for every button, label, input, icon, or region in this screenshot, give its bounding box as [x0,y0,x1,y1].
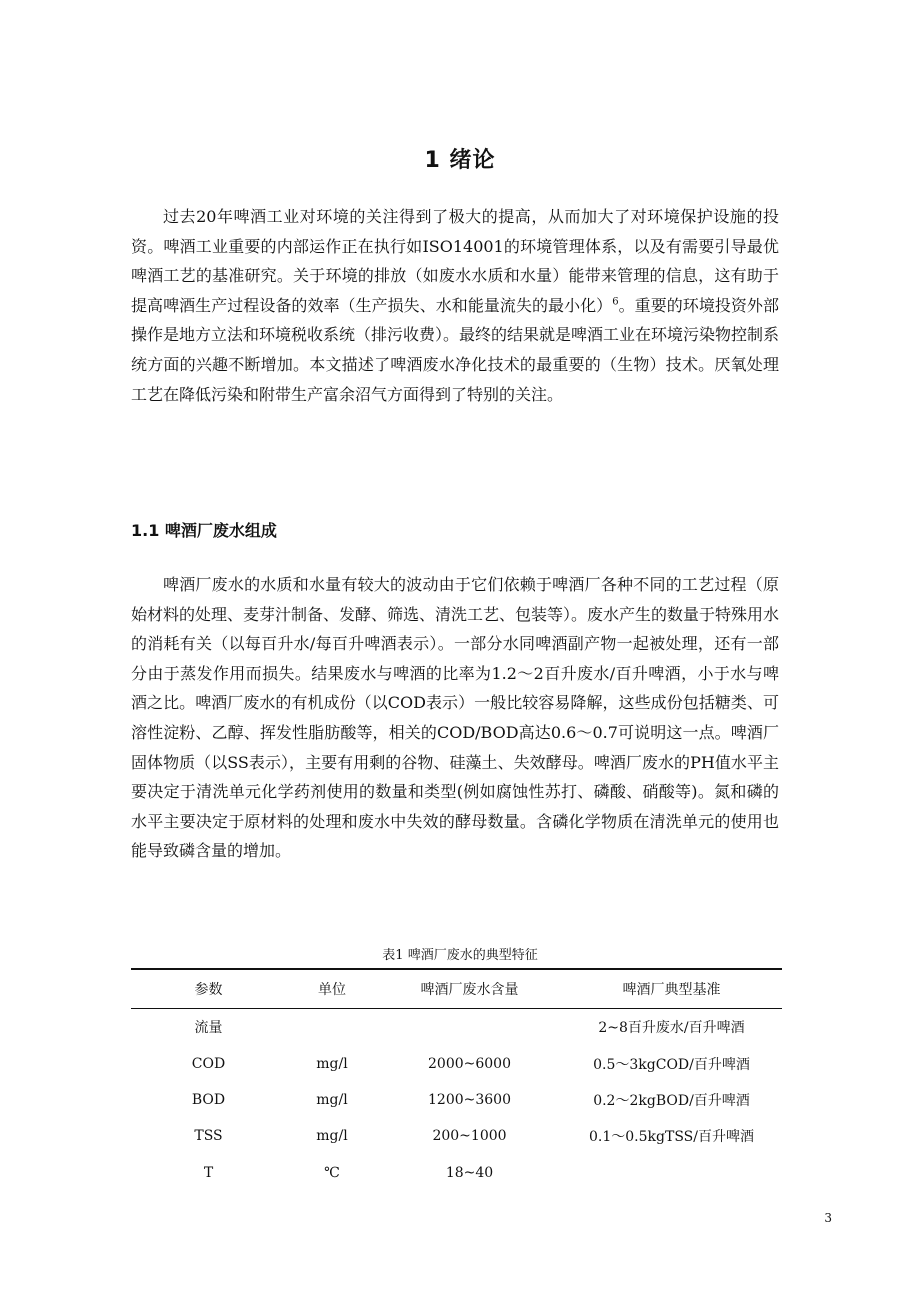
table-header-cell: 参数 [194,982,223,998]
table-cell: 0.1～0.5kgTSS/百升啤酒 [589,1129,754,1146]
table-row [131,1155,782,1191]
characteristics-table [131,968,782,1191]
table-header-cell: 啤酒厂典型基准 [622,982,721,998]
table-row [131,1118,782,1154]
intro-text-continued: 。重要的环境投资外部操作是地方立法和环境税收系统（排污收费）。最终的结果就是啤酒工业在环境污染物控制系统方面的兴趣不断增加。本文描述了啤酒废水净化技术的最重要的（生物）技术。厌氧处理工艺在降低污染和附带生产富余沼气方面得到了特别的关注。 [131,295,780,404]
table-cell: TSS [194,1128,223,1145]
table-cell: 200~1000 [432,1128,507,1145]
reference-superscript: 6 [612,296,619,308]
table-row [131,1082,782,1118]
table-cell: mg/l [316,1055,348,1072]
table-cell: T [203,1164,214,1181]
table-cell [286,1009,378,1046]
table-cell: 1200~3600 [428,1091,511,1108]
intro-paragraph [131,202,779,409]
table-cell: 0.5～3kgCOD/百升啤酒 [593,1056,750,1073]
table-cell: BOD [191,1091,226,1108]
table-row [131,1009,782,1046]
table-cell: 0.2～2kgBOD/百升啤酒 [593,1092,750,1109]
table-cell: mg/l [316,1128,348,1145]
table-caption: 表1 啤酒厂废水的典型特征 [382,948,538,963]
chapter-title: 1 绪论 [424,148,496,173]
section-heading: 1.1 啤酒厂废水组成 [131,521,277,540]
section-paragraph: 啤酒厂废水的水质和水量有较大的波动由于它们依赖于啤酒厂各种不同的工艺过程（原始材料的处理、麦芽汁制备、发酵、筛选、清洗工艺、包装等）。废水产生的数量于特殊用水的消耗有关（以每百升水/每百升啤酒表示）。一部分水同啤酒副产物一起被处理，还有一部分由于蒸发作用而损失。结果废水与啤酒的比率为1.2～2百升废水/百升啤酒，小于水与啤酒之比。啤酒厂废水的有机成份（以COD表示）一般比较容易降解，这些成份包括糖类、可溶性淀粉、乙醇、挥发性脂肪酸等，相关的COD/BOD高达0.6～0.7可说明这一点。啤酒厂固体物质（以SS表示），主要有用剩的谷物、硅藻土、失效酵母。啤酒厂废水的PH值水平主要决定于清洗单元化学药剂使用的数量和类型(例如腐蚀性苏打、磷酸、硝酸等)。氮和磷的水平主要决定于原材料的处理和废水中失效的酵母数量。含磷化学物质在清洗单元的使用也能导致磷含量的增加。 [131,575,780,861]
table-header-cell: 单位 [318,982,346,998]
table-cell [378,1009,561,1046]
table-cell: 2~8百升废水/百升啤酒 [598,1020,745,1037]
table-cell: mg/l [316,1091,348,1108]
table-row [131,1045,782,1081]
table-cell: 18~40 [445,1164,494,1181]
intro-text: 过去20年啤酒工业对环境的关注得到了极大的提高，从而加大了对环境保护设施的投资。啤酒工业重要的内部运作正在执行如ISO14001的环境管理体系，以及有需要引导最优啤酒工艺的基准研究。关于环境的排放（如废水水质和水量）能带来管理的信息，这有助于提高啤酒生产过程设备的效率（生产损失、水和能量流失的最小化） [131,207,779,315]
table-cell [561,1155,782,1191]
table-cell: COD [191,1055,226,1072]
table-header-row [131,969,782,1009]
table-cell: 2000~6000 [428,1055,511,1072]
table-cell: ℃ [324,1164,340,1181]
page-number: 3 [824,1211,832,1225]
table-cell: 流量 [194,1020,223,1037]
table-header-cell: 啤酒厂废水含量 [420,982,519,998]
